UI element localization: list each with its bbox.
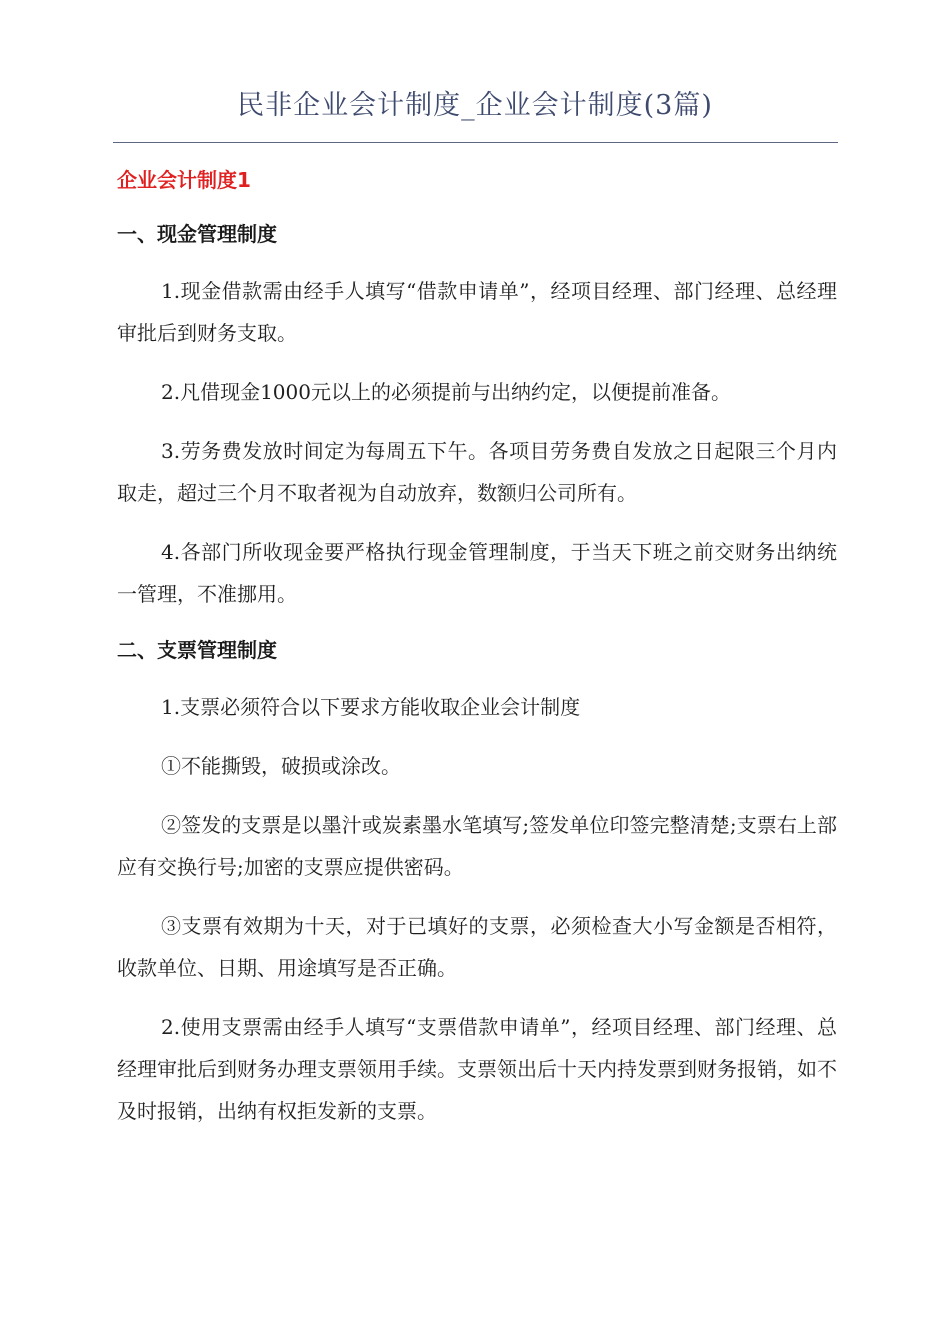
paragraph: 2.使用支票需由经手人填写“支票借款申请单”，经项目经理、部门经理、总经理审批后到财务办理支票领用手续。支票领出后十天内持发票到财务报销，如不及时报销，出纳有权拒发新的支票。 (117, 1015, 837, 1123)
section-heading: 一、现金管理制度 (117, 222, 277, 246)
document-subtitle: 企业会计制度1 (117, 168, 251, 192)
document-body (117, 162, 837, 1149)
section-check-management (117, 632, 837, 1132)
title-divider (113, 142, 838, 143)
paragraph: ③支票有效期为十天，对于已填好的支票，必须检查大小写金额是否相符，收款单位、日期、用途填写是否正确。 (117, 914, 837, 980)
paragraph: 1.支票必须符合以下要求方能收取企业会计制度 (161, 695, 581, 719)
document-title: 民非企业会计制度_企业会计制度(3篇) (237, 90, 713, 121)
paragraph: 3.劳务费发放时间定为每周五下午。各项目劳务费自发放之日起限三个月内取走，超过三个月不取者视为自动放弃，数额归公司所有。 (117, 439, 837, 505)
paragraph: 4.各部门所收现金要严格执行现金管理制度，于当天下班之前交财务出纳统一管理，不准挪用。 (117, 540, 837, 606)
paragraph: ①不能撕毁，破损或涂改。 (161, 754, 401, 778)
section-cash-management (117, 216, 837, 615)
paragraph: 1.现金借款需由经手人填写“借款申请单”，经项目经理、部门经理、总经理审批后到财务支取。 (117, 279, 837, 345)
paragraph: 2.凡借现金1000元以上的必须提前与出纳约定，以便提前准备。 (161, 380, 731, 404)
section-heading: 二、支票管理制度 (117, 638, 277, 662)
paragraph: ②签发的支票是以墨汁或炭素墨水笔填写;签发单位印签完整清楚;支票右上部应有交换行号;加密的支票应提供密码。 (117, 813, 837, 879)
